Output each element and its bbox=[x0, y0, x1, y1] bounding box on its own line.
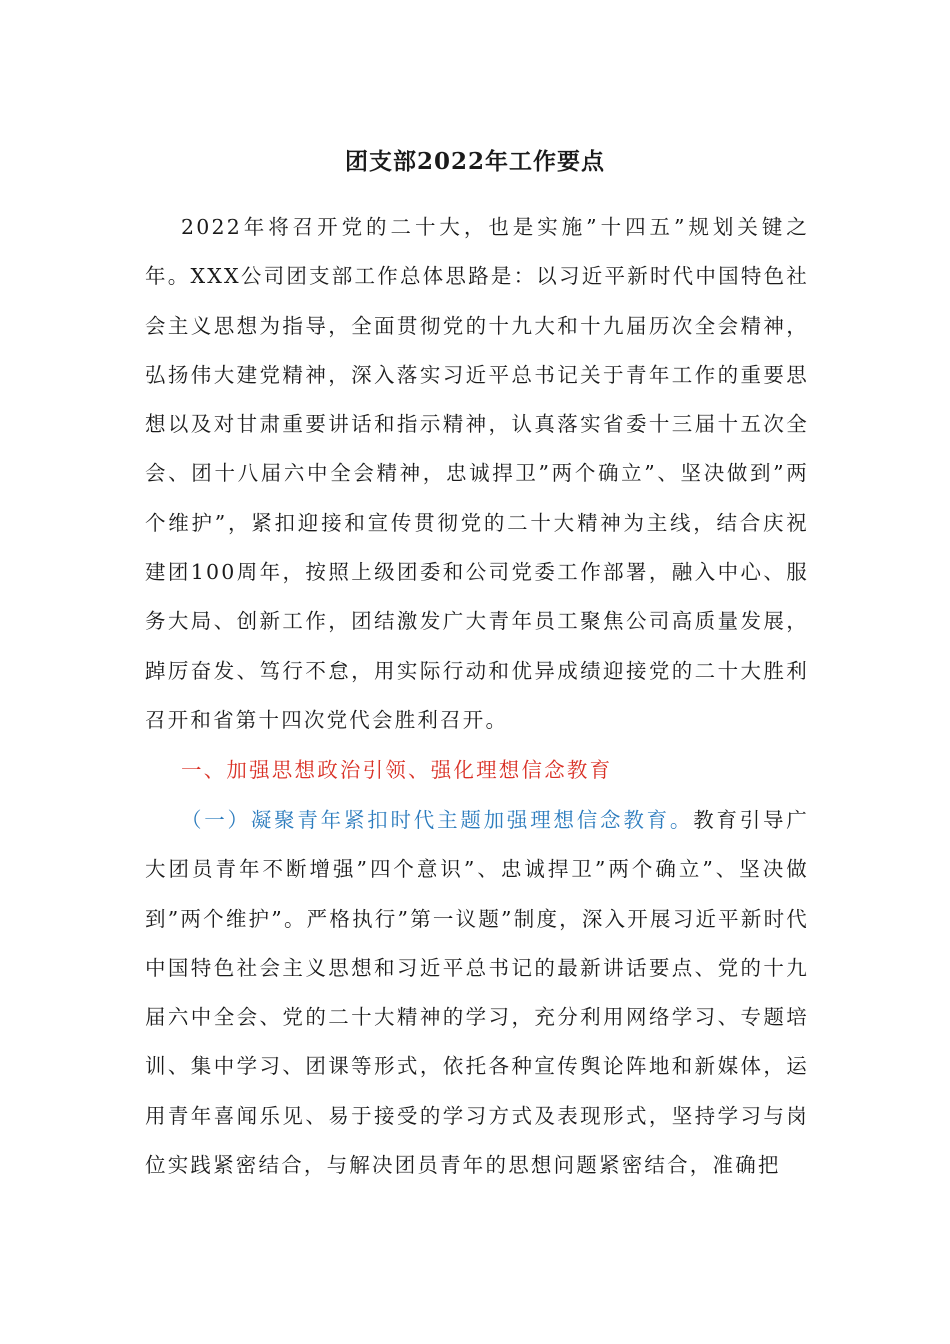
section-heading-1: 一、加强思想政治引领、强化理想信念教育 bbox=[181, 758, 613, 782]
subsection-paragraph-1 bbox=[145, 796, 809, 1190]
intro-paragraph: 2022年将召开党的二十大，也是实施”十四五”规划关键之年。XXX公司团支部工作总体思路是：以习近平新时代中国特色社会主义思想为指导，全面贯彻党的十九大和十九届历次全会精神，弘扬伟大建党精神，深入落实习近平总书记关于青年工作的重要思想以及对甘肃重要讲话和指示精神，认真落实省委十三届十五次全会、团十八届六中全会精神，忠诚捍卫”两个确立”、坚决做到”两个维护”，紧扣迎接和宣传贯彻党的二十大精神为主线，结合庆祝建团100周年，按照上级团委和公司党委工作部署，融入中心、服务大局、创新工作，团结激发广大青年员工聚焦公司高质量发展，踔厉奋发、笃行不怠，用实际行动和优异成绩迎接党的二十大胜利召开和省第十四次党代会胜利召开。 bbox=[145, 215, 809, 732]
document-title: 团支部2022年工作要点 bbox=[344, 148, 605, 175]
subsection-body-1: 教育引导广大团员青年不断增强”四个意识”、忠诚捍卫”两个确立”、坚决做到”两个维护”。严格执行”第一议题”制度，深入开展习近平新时代中国特色社会主义思想和习近平总书记的最新讲话要点、党的十九届六中全会、党的二十大精神的学习，充分利用网络学习、专题培训、集中学习、团课等形式，依托各种宣传舆论阵地和新媒体，运用青年喜闻乐见、易于接受的学习方式及表现形式，坚持学习与岗位实践紧密结合，与解决团员青年的思想问题紧密结合，准确把 bbox=[145, 808, 809, 1178]
subsection-heading-1: （一）凝聚青年紧扣时代主题加强理想信念教育。 bbox=[181, 808, 694, 832]
